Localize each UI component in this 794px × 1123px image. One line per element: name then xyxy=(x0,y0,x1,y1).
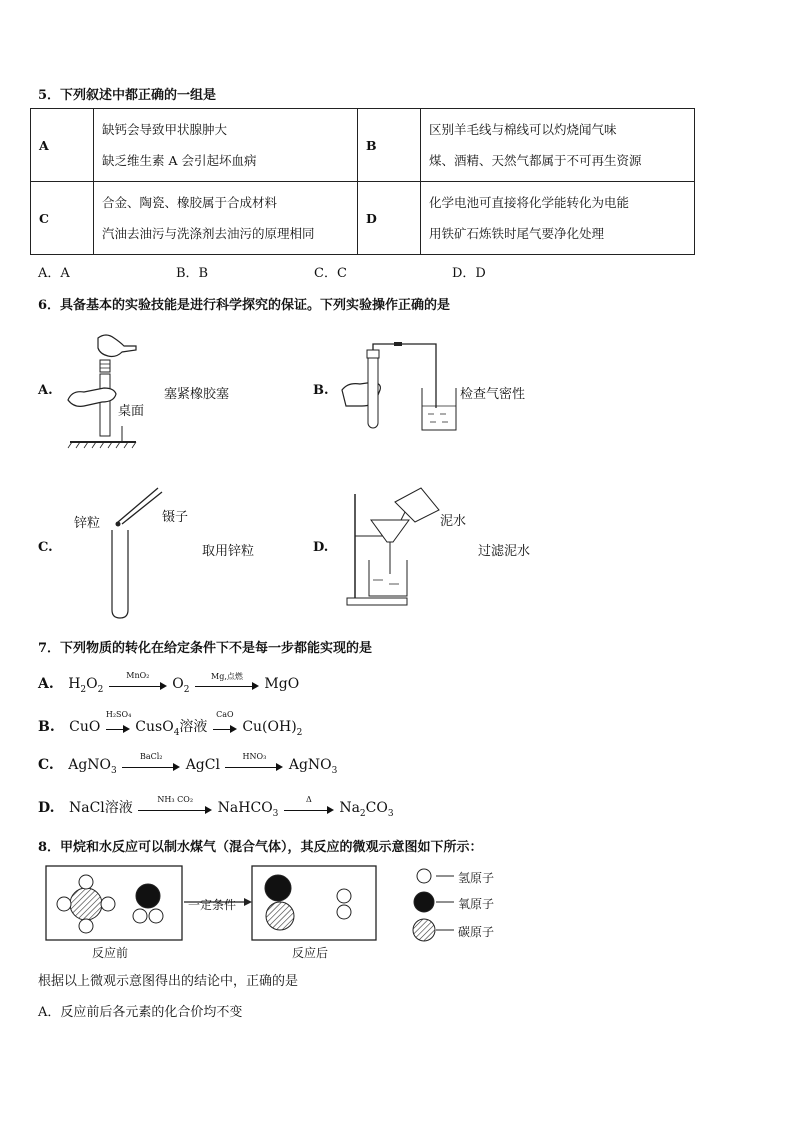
q5-c-line1: 合金、陶瓷、橡胶属于合成材料 xyxy=(102,195,278,210)
reaction-arrow: HNO₃ xyxy=(225,758,283,772)
reaction-arrow: MnO₂ xyxy=(109,677,167,691)
q6-c-tag-tweezers: 镊子 xyxy=(162,510,189,525)
q5-a-line2: 缺乏维生素 A 会引起坏血病 xyxy=(102,153,257,168)
q6-title: 6．具备基本的实验技能是进行科学探究的保证。下列实验操作正确的是 xyxy=(38,298,451,313)
q5-cell-label-a: A xyxy=(31,109,94,182)
q6-option-c-label[interactable]: C. xyxy=(38,540,53,555)
q5-cell-label-d: D xyxy=(358,182,421,255)
q7-option-a[interactable] xyxy=(38,671,300,695)
q5-b-line1: 区别羊毛线与棉线可以灼烧闻气味 xyxy=(429,122,617,137)
q7-option-b[interactable] xyxy=(38,710,303,738)
zinc-tube-illustration xyxy=(100,486,170,620)
q8-condition-label: 一定条件 xyxy=(188,898,237,912)
q6-c-caption: 取用锌粒 xyxy=(202,544,255,559)
reaction-arrow: BaCl₂ xyxy=(122,758,180,772)
q7-a-s2: $O_2$ xyxy=(172,676,190,695)
q5-title: 5．下列叙述中都正确的一组是 xyxy=(38,88,217,103)
q7-c-s2: AgCl xyxy=(185,757,220,773)
table-row xyxy=(31,182,695,255)
q7-b-label: B. xyxy=(38,719,55,735)
q7-a-s3: MgO xyxy=(264,676,300,692)
q5-option-b[interactable]: B．B xyxy=(176,266,209,281)
q5-option-c[interactable]: C．C xyxy=(314,266,347,281)
q6-a-caption: 塞紧橡胶塞 xyxy=(164,387,230,402)
q5-b-line2: 煤、酒精、天然气都属于不可再生资源 xyxy=(429,153,642,168)
q6-b-caption: 检查气密性 xyxy=(460,387,526,402)
q7-title: 7．下列物质的转化在给定条件下不是每一步都能实现的是 xyxy=(38,641,373,656)
table-row xyxy=(31,109,695,182)
q8-option-a[interactable]: A．反应前后各元素的化合价均不变 xyxy=(38,1005,243,1020)
q5-a-line1: 缺钙会导致甲状腺肿大 xyxy=(102,122,228,137)
reaction-arrow: Δ xyxy=(284,801,334,815)
q5-cell-b xyxy=(421,109,695,182)
stopper-test-tube-illustration xyxy=(60,330,140,450)
q7-d-s1: NaCl溶液 xyxy=(68,800,133,816)
q7-option-c[interactable] xyxy=(38,752,338,776)
q5-option-d[interactable]: D．D xyxy=(452,266,486,281)
q7-c-s3: AgNO$_3$ xyxy=(288,757,338,776)
q5-option-a[interactable]: A．A xyxy=(38,266,70,281)
q6-option-a-label[interactable]: A. xyxy=(38,383,53,398)
q7-b-s3: $Cu(OH)_2$ xyxy=(242,719,303,738)
q7-option-d[interactable] xyxy=(38,797,394,819)
legend-carbon: 碳原子 xyxy=(458,925,495,939)
q5-c-line2: 汽油去油污与洗涤剂去油污的原理相同 xyxy=(102,226,315,241)
q7-d-s2: NaHCO$_3$ xyxy=(217,800,279,819)
reaction-arrow: H₂SO₄ xyxy=(106,720,130,734)
q8-after-label: 反应后 xyxy=(292,946,329,960)
filtration-illustration xyxy=(345,484,465,610)
q5-cell-label-b: B xyxy=(358,109,421,182)
reaction-arrow: CaO xyxy=(213,720,237,734)
q5-cell-d xyxy=(421,182,695,255)
q6-a-tag: 桌面 xyxy=(118,404,145,419)
q5-d-line1: 化学电池可直接将化学能转化为电能 xyxy=(429,195,630,210)
q6-d-caption: 过滤泥水 xyxy=(478,544,531,559)
q7-c-s1: AgNO$_3$ xyxy=(68,757,117,776)
reaction-arrow: Mg,点燃 xyxy=(195,677,259,691)
q8-before-label: 反应前 xyxy=(92,946,129,960)
q7-d-label: D. xyxy=(38,800,55,816)
q5-table xyxy=(30,108,695,255)
q7-a-label: A. xyxy=(38,676,54,692)
q5-cell-c xyxy=(94,182,358,255)
q5-cell-a xyxy=(94,109,358,182)
airtight-check-illustration xyxy=(338,336,468,436)
q6-option-d-label[interactable]: D. xyxy=(313,540,329,555)
q5-d-line2: 用铁矿石炼铁时尾气要净化处理 xyxy=(429,226,605,241)
q5-cell-label-c: C xyxy=(31,182,94,255)
q6-d-tag: 泥水 xyxy=(440,514,467,529)
q8-question: 根据以上微观示意图得出的结论中，正确的是 xyxy=(38,974,299,989)
q7-d-s3: $Na_2CO_3$ xyxy=(339,800,394,819)
q8-title: 8．甲烷和水反应可以制水煤气（混合气体），其反应的微观示意图如下所示： xyxy=(38,840,483,855)
q6-c-tag-zinc: 锌粒 xyxy=(74,516,101,531)
legend-oxygen: 氧原子 xyxy=(458,897,495,911)
q7-a-s1: $H_2O_2$ xyxy=(68,676,104,695)
q7-c-label: C. xyxy=(38,757,54,773)
reaction-arrow: NH₃ CO₂ xyxy=(138,801,212,815)
q6-option-b-label[interactable]: B. xyxy=(313,383,329,398)
q7-b-s2: CusO$_4$溶液 xyxy=(135,719,208,738)
q7-b-s1: CuO xyxy=(69,719,101,735)
legend-hydrogen: 氢原子 xyxy=(458,871,495,885)
